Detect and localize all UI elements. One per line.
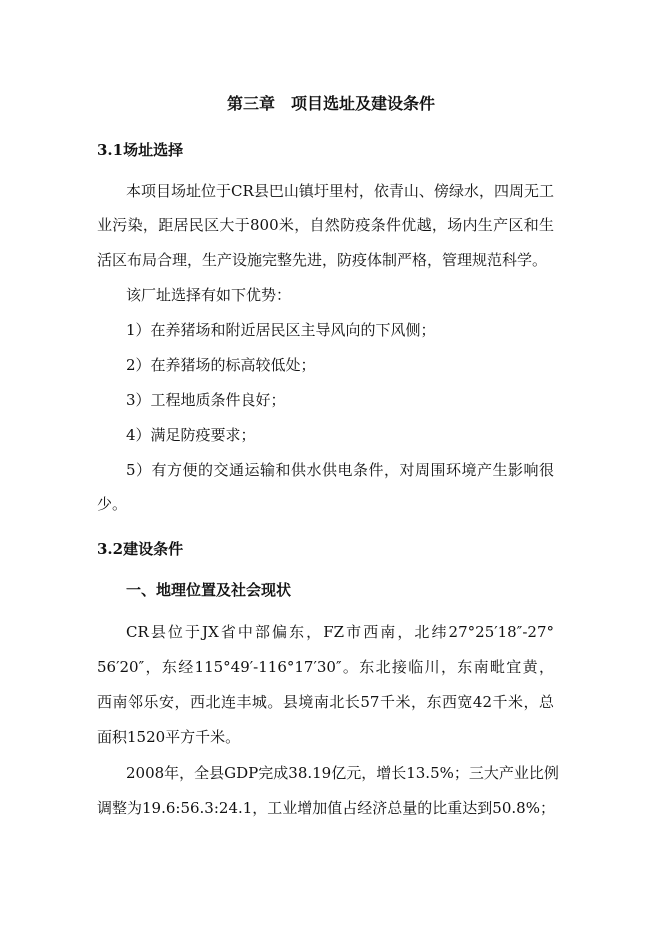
paragraph-line: 2008年，全县GDP完成38.19亿元，增长13.5%；三大产业比例 (126, 764, 559, 782)
list-item: 4）满足防疫要求； (126, 426, 256, 444)
paragraph-line: 活区布局合理，生产设施完整先进，防疫体制严格，管理规范科学。 (97, 251, 548, 269)
paragraph-line: 西南邻乐安，西北连丰城。县境南北长57千米，东西宽42千米，总 (97, 693, 554, 711)
section-3-1-heading: 3.1场址选择 (97, 141, 184, 159)
chapter-title: 第三章 项目选址及建设条件 (226, 94, 435, 113)
subsection-heading: 一、地理位置及社会现状 (126, 581, 292, 599)
paragraph-line: 本项目场址位于CR县巴山镇圩里村，依青山、傍绿水，四周无工 (126, 182, 554, 200)
paragraph-line: 业污染，距居民区大于800米，自然防疫条件优越，场内生产区和生 (97, 216, 554, 234)
list-item: 2）在养猪场的标高较低处； (126, 356, 316, 374)
paragraph-line: 该厂址选择有如下优势： (126, 286, 292, 304)
paragraph-line: CR县位于JX省中部偏东，FZ市西南，北纬27°25′18″-27° (126, 623, 554, 641)
list-item: 5）有方便的交通运输和供水供电条件，对周围环境产生影响很 (126, 461, 554, 479)
section-3-2-heading: 3.2建设条件 (97, 540, 184, 558)
list-item-continuation: 少。 (97, 495, 128, 513)
paragraph-line: 调整为19.6:56.3:24.1，工业增加值占经济总量的比重达到50.8%； (97, 799, 555, 817)
paragraph-line: 面积1520平方千米。 (97, 728, 241, 746)
list-item: 3）工程地质条件良好； (126, 391, 286, 409)
paragraph-line: 56′20″，东经115°49′-116°17′30″。东北接临川，东南毗宜黄， (97, 658, 554, 676)
list-item: 1）在养猪场和附近居民区主导风向的下风侧； (126, 321, 436, 339)
